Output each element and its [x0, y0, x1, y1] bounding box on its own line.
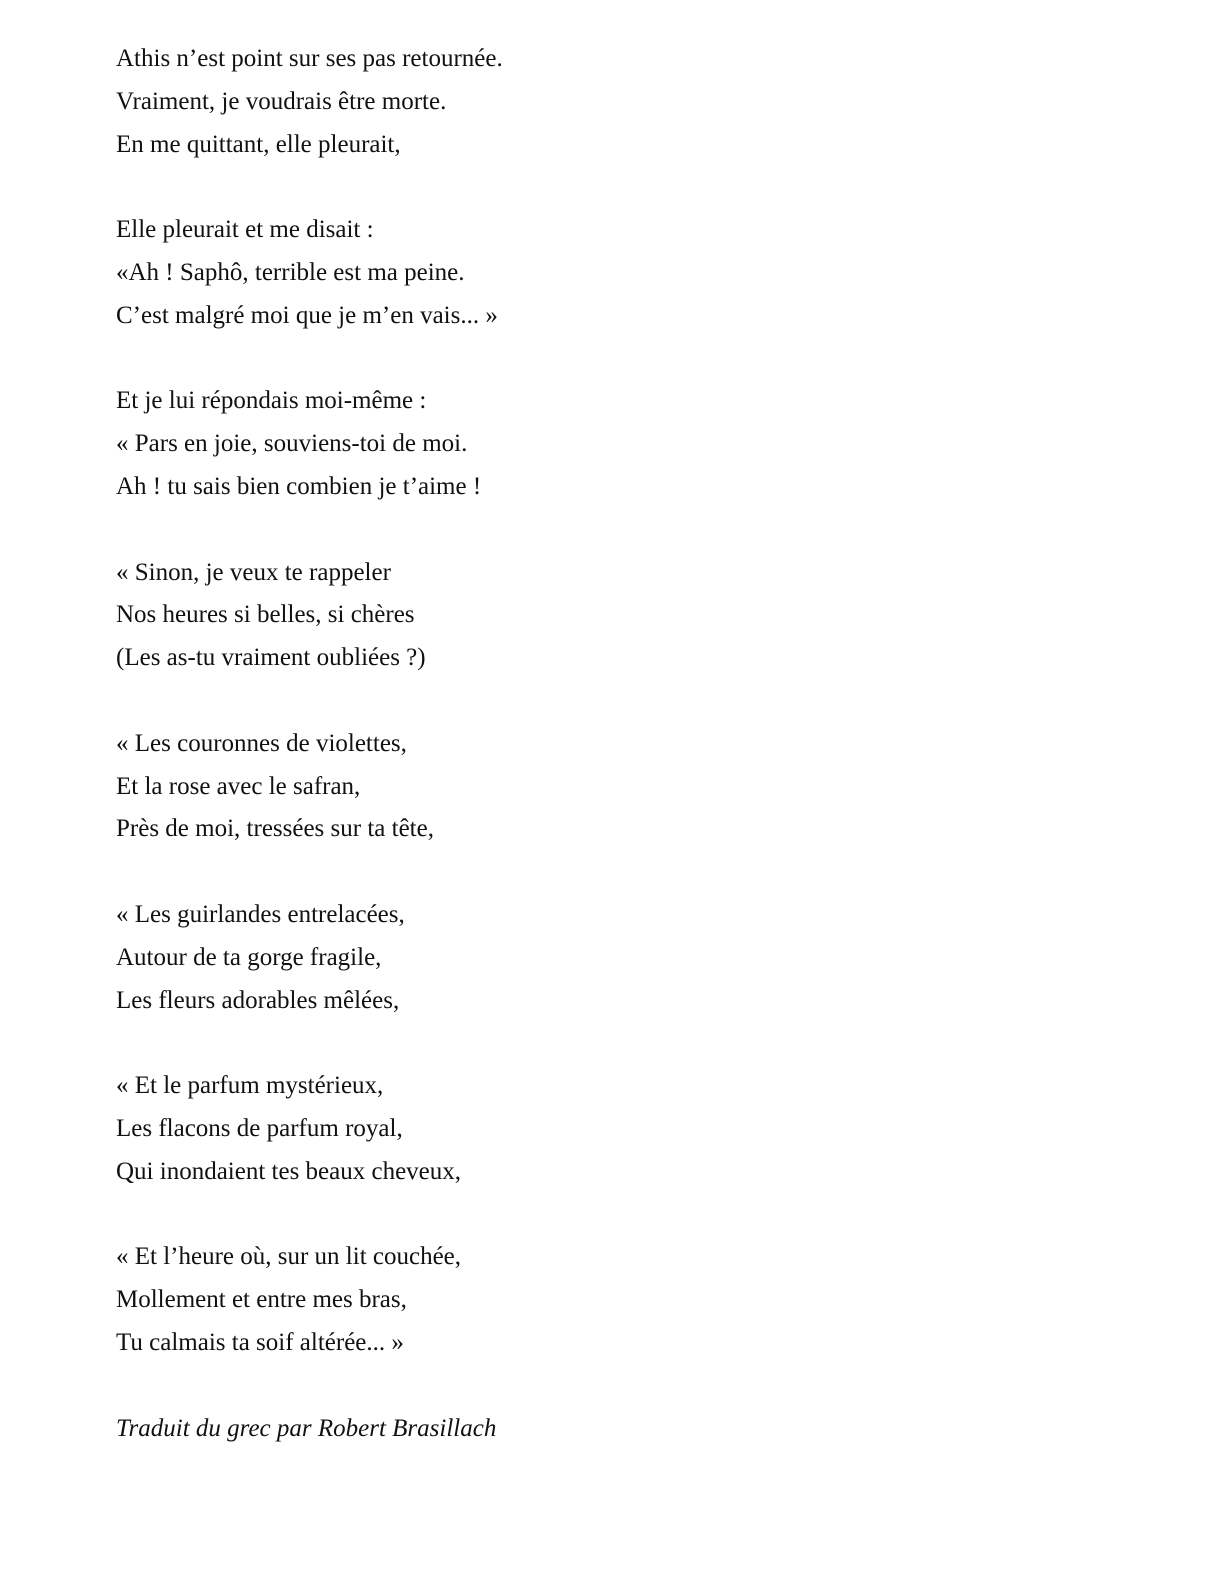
poem-line: Près de moi, tressées sur ta tête,	[116, 815, 434, 843]
stanza	[116, 209, 1116, 337]
poem-page	[116, 38, 1116, 1450]
translation-credit: Traduit du grec par Robert Brasillach	[116, 1414, 497, 1442]
poem-line: « Les guirlandes entrelacées,	[116, 900, 405, 928]
poem-line: « Et le parfum mystérieux,	[116, 1072, 384, 1100]
poem-line: Elle pleurait et me disait :	[116, 216, 374, 244]
poem-line: « Sinon, je veux te rappeler	[116, 558, 391, 586]
stanza	[116, 1065, 1116, 1193]
poem-line: « Pars en joie, souviens-toi de moi.	[116, 430, 468, 458]
poem-line: Autour de ta gorge fragile,	[116, 943, 382, 971]
poem-line: «Ah ! Saphô, terrible est ma peine.	[116, 258, 465, 286]
poem-line: Athis n’est point sur ses pas retournée.	[116, 45, 503, 72]
poem-line: Tu calmais ta soif altérée... »	[116, 1328, 404, 1356]
poem-line: Et je lui répondais moi-même :	[116, 387, 427, 415]
poem-line: « Et l’heure où, sur un lit couchée,	[116, 1243, 462, 1271]
poem-line: Vraiment, je voudrais être morte.	[116, 87, 447, 115]
poem-line: « Les couronnes de violettes,	[116, 729, 407, 757]
stanza	[116, 723, 1116, 851]
stanza	[116, 894, 1116, 1022]
poem-line: Et la rose avec le safran,	[116, 772, 361, 800]
stanza	[116, 552, 1116, 680]
stanza	[116, 1236, 1116, 1364]
poem-line: En me quittant, elle pleurait,	[116, 130, 401, 158]
poem-line: C’est malgré moi que je m’en vais... »	[116, 301, 498, 329]
poem-line: Les fleurs adorables mêlées,	[116, 986, 400, 1014]
poem-line: Nos heures si belles, si chères	[116, 601, 415, 629]
poem-line: Les flacons de parfum royal,	[116, 1114, 403, 1142]
poem-line: Qui inondaient tes beaux cheveux,	[116, 1157, 462, 1185]
poem-line: (Les as-tu vraiment oubliées ?)	[116, 644, 426, 672]
poem-line: Mollement et entre mes bras,	[116, 1286, 407, 1314]
stanza	[116, 38, 1116, 166]
poem-line: Ah ! tu sais bien combien je t’aime !	[116, 472, 482, 500]
stanza	[116, 380, 1116, 508]
